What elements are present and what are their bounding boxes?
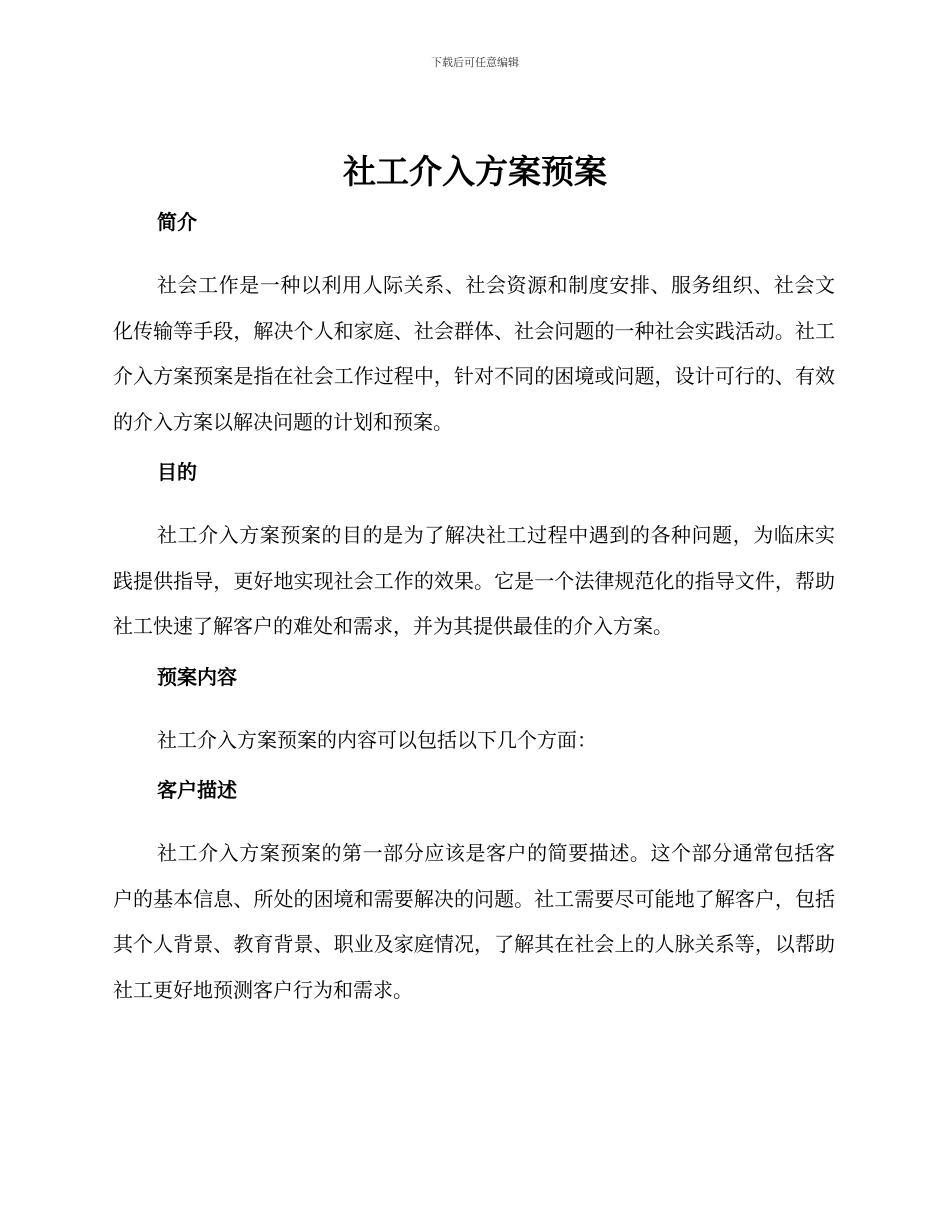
page-header: 下载后可任意编辑: [431, 56, 519, 69]
section-paragraph-intro: 社会工作是一种以利用人际关系、社会资源和制度安排、服务组织、社会文化传输等手段，解决个人和家庭、社会群体、社会问题的一种社会实践活动。社工介入方案预案是指在社会工作过程中，针对不同的困境或问题，设计可行的、有效的介入方案以解决问题的计划和预案。: [113, 273, 835, 434]
section-heading-purpose: 目的: [157, 460, 197, 484]
section-paragraph-purpose: 社工介入方案预案的目的是为了解决社工过程中遇到的各种问题，为临床实践提供指导，更好地实现社会工作的效果。它是一个法律规范化的指导文件，帮助社工快速了解客户的难处和需求，并为其提供最佳的介入方案。: [113, 523, 835, 638]
section-paragraph-client-description: 社工介入方案预案的第一部分应该是客户的简要描述。这个部分通常包括客户的基本信息、所处的困境和需要解决的问题。社工需要尽可能地了解客户，包括其个人背景、教育背景、职业及家庭情况，了解其在社会上的人脉关系等，以帮助社工更好地预测客户行为和需求。: [113, 841, 835, 1002]
section-heading-plan-content: 预案内容: [157, 664, 237, 689]
section-heading-intro: 简介: [157, 210, 197, 234]
section-paragraph-plan-content: 社工介入方案预案的内容可以包括以下几个方面：: [157, 727, 597, 752]
document-body: [113, 205, 835, 1013]
section-heading-client-description: 客户描述: [157, 778, 237, 802]
document-title: 社工介入方案预案: [343, 152, 607, 191]
